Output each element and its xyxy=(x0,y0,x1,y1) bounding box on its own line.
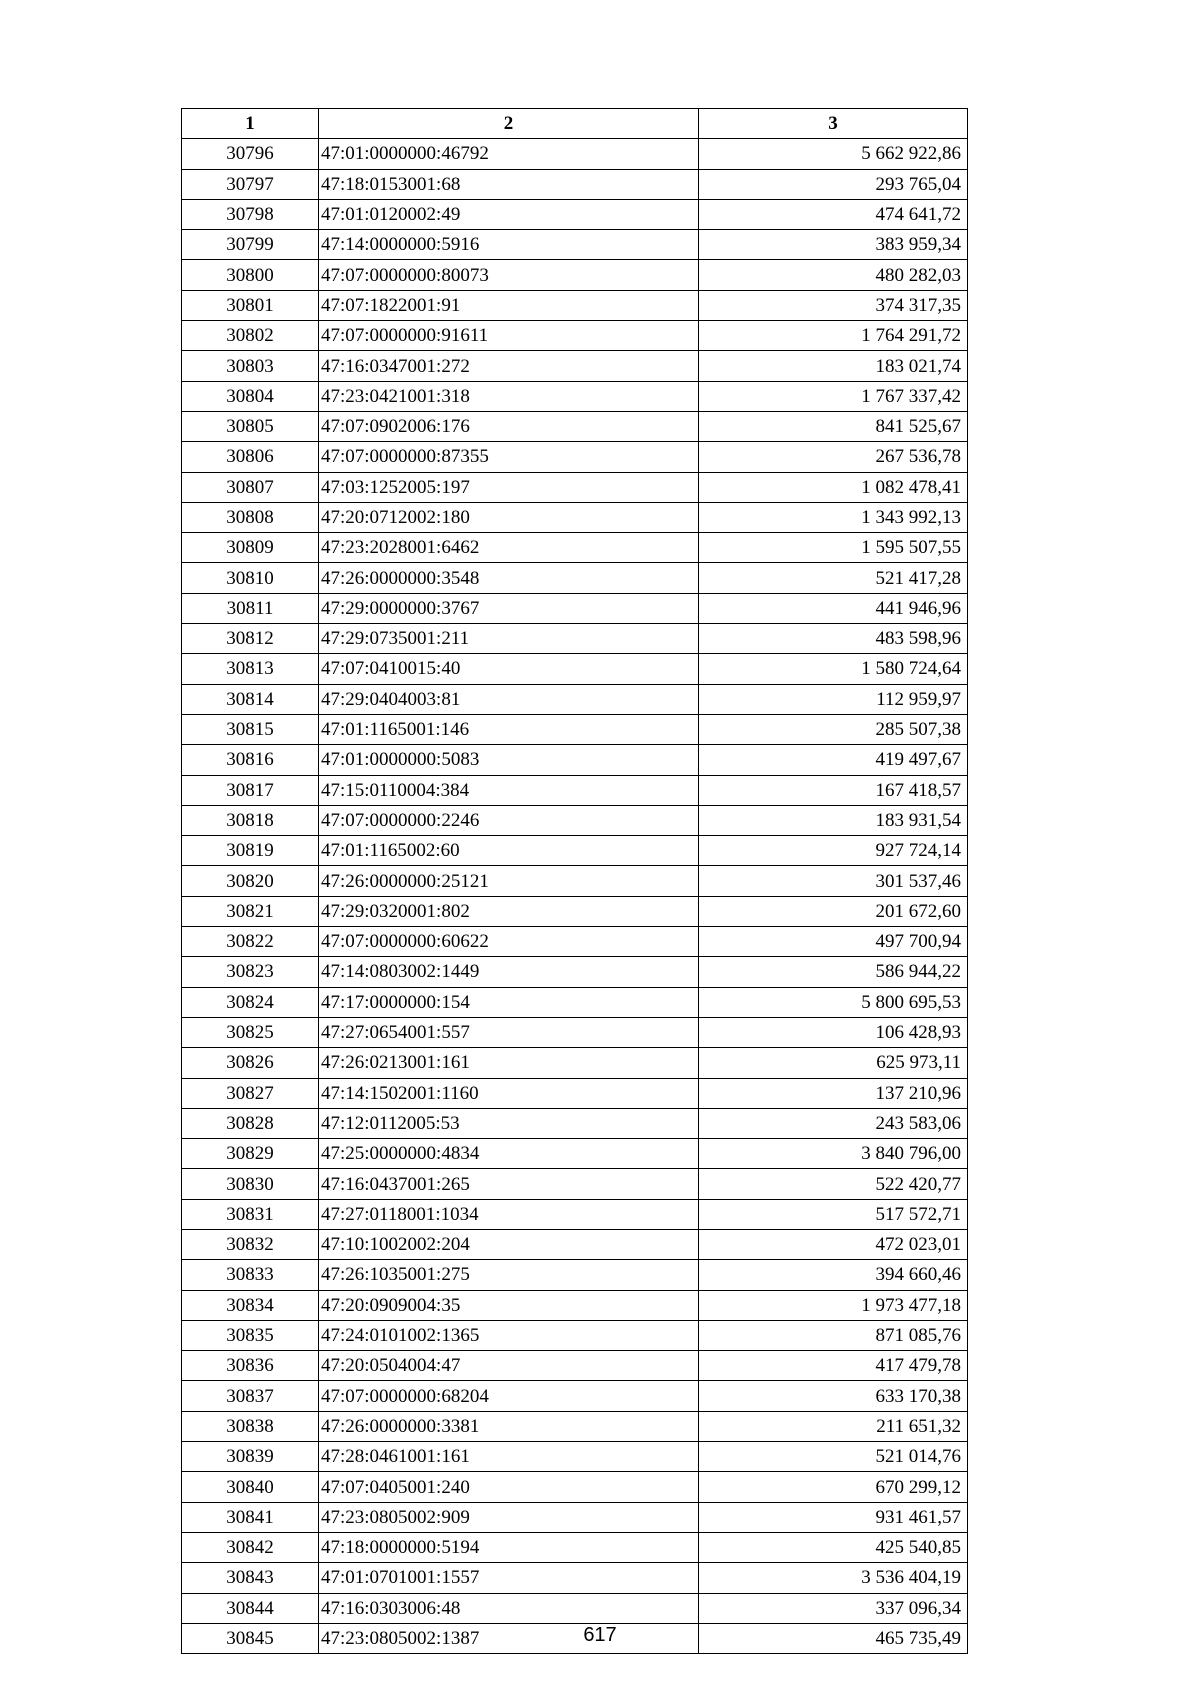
table-row xyxy=(182,1411,968,1441)
table-row xyxy=(182,563,968,593)
row-number-cell: 30834 xyxy=(182,1290,319,1320)
cadastral-number-cell: 47:23:2028001:6462 xyxy=(319,533,699,563)
value-cell: 1 595 507,55 xyxy=(699,533,968,563)
cadastral-number-cell: 47:07:0000000:91611 xyxy=(319,321,699,351)
cadastral-number-cell: 47:01:0000000:5083 xyxy=(319,745,699,775)
header-row xyxy=(182,109,968,139)
row-number-cell: 30829 xyxy=(182,1139,319,1169)
value-cell: 394 660,46 xyxy=(699,1260,968,1290)
table-row xyxy=(182,1532,968,1562)
row-number-cell: 30799 xyxy=(182,230,319,260)
value-cell: 1 082 478,41 xyxy=(699,472,968,502)
table-row xyxy=(182,654,968,684)
row-number-cell: 30807 xyxy=(182,472,319,502)
row-number-cell: 30801 xyxy=(182,290,319,320)
cadastral-number-cell: 47:07:0000000:87355 xyxy=(319,442,699,472)
row-number-cell: 30824 xyxy=(182,987,319,1017)
value-cell: 474 641,72 xyxy=(699,199,968,229)
table-row xyxy=(182,230,968,260)
row-number-cell: 30821 xyxy=(182,896,319,926)
row-number-cell: 30832 xyxy=(182,1229,319,1259)
cadastral-number-cell: 47:07:0000000:68204 xyxy=(319,1381,699,1411)
table-row xyxy=(182,381,968,411)
table-row xyxy=(182,351,968,381)
table-header xyxy=(182,109,968,139)
value-cell: 1 343 992,13 xyxy=(699,502,968,532)
table-row xyxy=(182,199,968,229)
table-row xyxy=(182,1078,968,1108)
cadastral-number-cell: 47:27:0654001:557 xyxy=(319,1017,699,1047)
cadastral-number-cell: 47:26:1035001:275 xyxy=(319,1260,699,1290)
table-row xyxy=(182,442,968,472)
cadastral-number-cell: 47:29:0404003:81 xyxy=(319,684,699,714)
row-number-cell: 30809 xyxy=(182,533,319,563)
value-cell: 293 765,04 xyxy=(699,169,968,199)
value-cell: 183 931,54 xyxy=(699,805,968,835)
value-cell: 3 536 404,19 xyxy=(699,1563,968,1593)
row-number-cell: 30808 xyxy=(182,502,319,532)
row-number-cell: 30797 xyxy=(182,169,319,199)
table-row xyxy=(182,1563,968,1593)
row-number-cell: 30798 xyxy=(182,199,319,229)
table-row xyxy=(182,866,968,896)
table-row xyxy=(182,502,968,532)
cadastral-number-cell: 47:24:0101002:1365 xyxy=(319,1320,699,1350)
cadastral-number-cell: 47:23:0421001:318 xyxy=(319,381,699,411)
row-number-cell: 30811 xyxy=(182,593,319,623)
row-number-cell: 30805 xyxy=(182,411,319,441)
value-cell: 5 662 922,86 xyxy=(699,139,968,169)
value-cell: 243 583,06 xyxy=(699,1108,968,1138)
table-body xyxy=(182,139,968,1654)
cadastral-number-cell: 47:03:1252005:197 xyxy=(319,472,699,502)
row-number-cell: 30814 xyxy=(182,684,319,714)
value-cell: 465 735,49 xyxy=(699,1623,968,1653)
row-number-cell: 30826 xyxy=(182,1048,319,1078)
cadastral-number-cell: 47:07:0000000:60622 xyxy=(319,927,699,957)
table-row xyxy=(182,1048,968,1078)
value-cell: 137 210,96 xyxy=(699,1078,968,1108)
row-number-cell: 30817 xyxy=(182,775,319,805)
value-cell: 871 085,76 xyxy=(699,1320,968,1350)
row-number-cell: 30812 xyxy=(182,624,319,654)
value-cell: 337 096,34 xyxy=(699,1593,968,1623)
cadastral-number-cell: 47:12:0112005:53 xyxy=(319,1108,699,1138)
cadastral-number-cell: 47:23:0805002:1387 xyxy=(319,1623,699,1653)
row-number-cell: 30833 xyxy=(182,1260,319,1290)
table-row xyxy=(182,1381,968,1411)
value-cell: 633 170,38 xyxy=(699,1381,968,1411)
row-number-cell: 30844 xyxy=(182,1593,319,1623)
cadastral-number-cell: 47:23:0805002:909 xyxy=(319,1502,699,1532)
row-number-cell: 30827 xyxy=(182,1078,319,1108)
page-number: 617 xyxy=(583,1624,617,1646)
table-row xyxy=(182,1320,968,1350)
value-cell: 1 580 724,64 xyxy=(699,654,968,684)
row-number-cell: 30810 xyxy=(182,563,319,593)
table-row xyxy=(182,836,968,866)
row-number-cell: 30830 xyxy=(182,1169,319,1199)
cadastral-number-cell: 47:29:0735001:211 xyxy=(319,624,699,654)
row-number-cell: 30828 xyxy=(182,1108,319,1138)
row-number-cell: 30845 xyxy=(182,1623,319,1653)
cadastral-number-cell: 47:07:0000000:80073 xyxy=(319,260,699,290)
cadastral-number-cell: 47:07:0902006:176 xyxy=(319,411,699,441)
cadastral-number-cell: 47:01:0701001:1557 xyxy=(319,1563,699,1593)
table-row xyxy=(182,896,968,926)
row-number-cell: 30843 xyxy=(182,1563,319,1593)
cadastral-number-cell: 47:07:0405001:240 xyxy=(319,1472,699,1502)
table-row xyxy=(182,775,968,805)
table-row xyxy=(182,472,968,502)
table-row xyxy=(182,684,968,714)
value-cell: 927 724,14 xyxy=(699,836,968,866)
row-number-cell: 30822 xyxy=(182,927,319,957)
row-number-cell: 30835 xyxy=(182,1320,319,1350)
value-cell: 167 418,57 xyxy=(699,775,968,805)
value-cell: 521 014,76 xyxy=(699,1442,968,1472)
cadastral-number-cell: 47:28:0461001:161 xyxy=(319,1442,699,1472)
value-cell: 670 299,12 xyxy=(699,1472,968,1502)
row-number-cell: 30813 xyxy=(182,654,319,684)
cadastral-number-cell: 47:29:0320001:802 xyxy=(319,896,699,926)
row-number-cell: 30806 xyxy=(182,442,319,472)
table-row xyxy=(182,321,968,351)
table-row xyxy=(182,1502,968,1532)
value-cell: 1 973 477,18 xyxy=(699,1290,968,1320)
table-row xyxy=(182,745,968,775)
table-row xyxy=(182,260,968,290)
value-cell: 480 282,03 xyxy=(699,260,968,290)
row-number-cell: 30796 xyxy=(182,139,319,169)
table-row xyxy=(182,714,968,744)
value-cell: 841 525,67 xyxy=(699,411,968,441)
value-cell: 285 507,38 xyxy=(699,714,968,744)
cadastral-number-cell: 47:07:0410015:40 xyxy=(319,654,699,684)
table-row xyxy=(182,1472,968,1502)
value-cell: 483 598,96 xyxy=(699,624,968,654)
table-row xyxy=(182,1229,968,1259)
value-cell: 441 946,96 xyxy=(699,593,968,623)
row-number-cell: 30803 xyxy=(182,351,319,381)
table-row xyxy=(182,1290,968,1320)
value-cell: 522 420,77 xyxy=(699,1169,968,1199)
value-cell: 931 461,57 xyxy=(699,1502,968,1532)
value-cell: 267 536,78 xyxy=(699,442,968,472)
cadastral-number-cell: 47:07:1822001:91 xyxy=(319,290,699,320)
row-number-cell: 30804 xyxy=(182,381,319,411)
row-number-cell: 30820 xyxy=(182,866,319,896)
value-cell: 374 317,35 xyxy=(699,290,968,320)
row-number-cell: 30819 xyxy=(182,836,319,866)
row-number-cell: 30800 xyxy=(182,260,319,290)
row-number-cell: 30831 xyxy=(182,1199,319,1229)
row-number-cell: 30802 xyxy=(182,321,319,351)
cadastral-number-cell: 47:14:0000000:5916 xyxy=(319,230,699,260)
cadastral-number-cell: 47:01:0000000:46792 xyxy=(319,139,699,169)
row-number-cell: 30842 xyxy=(182,1532,319,1562)
table-row xyxy=(182,1139,968,1169)
value-cell: 106 428,93 xyxy=(699,1017,968,1047)
cadastral-number-cell: 47:27:0118001:1034 xyxy=(319,1199,699,1229)
table-row xyxy=(182,1260,968,1290)
data-table xyxy=(181,108,968,1654)
value-cell: 5 800 695,53 xyxy=(699,987,968,1017)
cadastral-number-cell: 47:29:0000000:3767 xyxy=(319,593,699,623)
cadastral-number-cell: 47:20:0504004:47 xyxy=(319,1351,699,1381)
value-cell: 517 572,71 xyxy=(699,1199,968,1229)
table-row xyxy=(182,411,968,441)
cadastral-number-cell: 47:26:0213001:161 xyxy=(319,1048,699,1078)
table-row xyxy=(182,927,968,957)
cadastral-number-cell: 47:10:1002002:204 xyxy=(319,1229,699,1259)
table-row xyxy=(182,169,968,199)
row-number-cell: 30840 xyxy=(182,1472,319,1502)
cadastral-number-cell: 47:17:0000000:154 xyxy=(319,987,699,1017)
cadastral-number-cell: 47:14:0803002:1449 xyxy=(319,957,699,987)
value-cell: 112 959,97 xyxy=(699,684,968,714)
table-row xyxy=(182,593,968,623)
row-number-cell: 30838 xyxy=(182,1411,319,1441)
table-row xyxy=(182,1017,968,1047)
value-cell: 211 651,32 xyxy=(699,1411,968,1441)
column-header-2: 2 xyxy=(319,109,699,139)
cadastral-number-cell: 47:20:0909004:35 xyxy=(319,1290,699,1320)
table-row xyxy=(182,1169,968,1199)
value-cell: 419 497,67 xyxy=(699,745,968,775)
value-cell: 1 767 337,42 xyxy=(699,381,968,411)
cadastral-number-cell: 47:01:0120002:49 xyxy=(319,199,699,229)
table-row xyxy=(182,139,968,169)
value-cell: 425 540,85 xyxy=(699,1532,968,1562)
table-row xyxy=(182,1199,968,1229)
value-cell: 586 944,22 xyxy=(699,957,968,987)
table-row xyxy=(182,1442,968,1472)
value-cell: 417 479,78 xyxy=(699,1351,968,1381)
column-header-3: 3 xyxy=(699,109,968,139)
cadastral-number-cell: 47:18:0153001:68 xyxy=(319,169,699,199)
value-cell: 183 021,74 xyxy=(699,351,968,381)
cadastral-number-cell: 47:01:1165001:146 xyxy=(319,714,699,744)
table-row xyxy=(182,1593,968,1623)
cadastral-number-cell: 47:16:0347001:272 xyxy=(319,351,699,381)
value-cell: 625 973,11 xyxy=(699,1048,968,1078)
table-row xyxy=(182,805,968,835)
cadastral-number-cell: 47:26:0000000:3381 xyxy=(319,1411,699,1441)
row-number-cell: 30818 xyxy=(182,805,319,835)
value-cell: 472 023,01 xyxy=(699,1229,968,1259)
cadastral-number-cell: 47:16:0303006:48 xyxy=(319,1593,699,1623)
cadastral-number-cell: 47:20:0712002:180 xyxy=(319,502,699,532)
cadastral-number-cell: 47:14:1502001:1160 xyxy=(319,1078,699,1108)
cadastral-number-cell: 47:01:1165002:60 xyxy=(319,836,699,866)
value-cell: 3 840 796,00 xyxy=(699,1139,968,1169)
value-cell: 521 417,28 xyxy=(699,563,968,593)
cadastral-number-cell: 47:18:0000000:5194 xyxy=(319,1532,699,1562)
value-cell: 1 764 291,72 xyxy=(699,321,968,351)
cadastral-number-cell: 47:16:0437001:265 xyxy=(319,1169,699,1199)
column-header-1: 1 xyxy=(182,109,319,139)
cadastral-number-cell: 47:15:0110004:384 xyxy=(319,775,699,805)
table-row xyxy=(182,987,968,1017)
table-row xyxy=(182,533,968,563)
row-number-cell: 30837 xyxy=(182,1381,319,1411)
value-cell: 201 672,60 xyxy=(699,896,968,926)
value-cell: 497 700,94 xyxy=(699,927,968,957)
table-row xyxy=(182,290,968,320)
table-row xyxy=(182,957,968,987)
cadastral-number-cell: 47:25:0000000:4834 xyxy=(319,1139,699,1169)
value-cell: 301 537,46 xyxy=(699,866,968,896)
row-number-cell: 30815 xyxy=(182,714,319,744)
row-number-cell: 30816 xyxy=(182,745,319,775)
row-number-cell: 30841 xyxy=(182,1502,319,1532)
value-cell: 383 959,34 xyxy=(699,230,968,260)
table-row xyxy=(182,1351,968,1381)
cadastral-number-cell: 47:07:0000000:2246 xyxy=(319,805,699,835)
cadastral-number-cell: 47:26:0000000:3548 xyxy=(319,563,699,593)
cadastral-number-cell: 47:26:0000000:25121 xyxy=(319,866,699,896)
row-number-cell: 30825 xyxy=(182,1017,319,1047)
table-row xyxy=(182,1108,968,1138)
table-row xyxy=(182,624,968,654)
row-number-cell: 30823 xyxy=(182,957,319,987)
row-number-cell: 30836 xyxy=(182,1351,319,1381)
row-number-cell: 30839 xyxy=(182,1442,319,1472)
